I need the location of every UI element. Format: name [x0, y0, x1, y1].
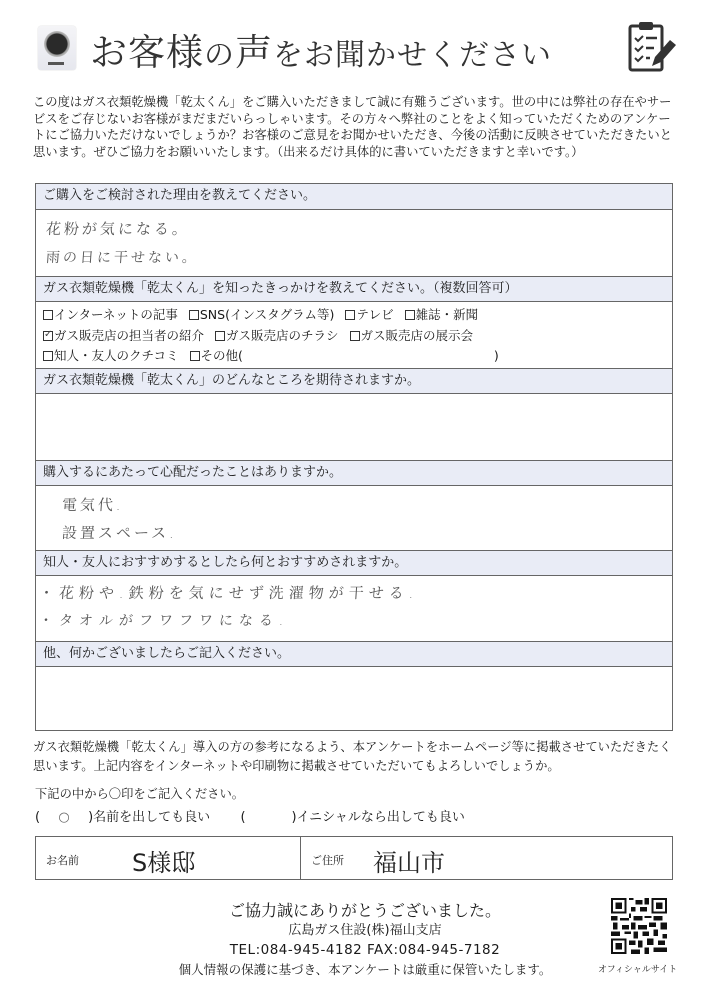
option-dealer-flyer[interactable]: ガス販売店のチラシ: [215, 326, 339, 347]
publication-permission-text: ガス衣類乾燥機「乾太くん」導入の方の参考になるよう、本アンケートをホームページ等に掲載させていただきたく思います。上記内容をインターネットや印刷物に掲載させていただいてもよろしいでしょうか。: [33, 740, 672, 773]
footer: [170, 900, 560, 980]
answer-line: 花粉が気になる。: [45, 220, 191, 238]
option-internet-article[interactable]: インターネットの記事: [43, 305, 178, 326]
page-title: [90, 22, 552, 76]
question-4-label: 購入するにあたって心配だったことはありますか。: [36, 460, 672, 485]
question-1-answer[interactable]: [36, 209, 672, 276]
dryer-drum-icon: [44, 31, 70, 57]
customer-info-table: [35, 836, 673, 880]
question-5-answer[interactable]: [36, 575, 672, 641]
name-label: お名前: [46, 854, 79, 867]
question-2-options: [36, 301, 672, 368]
dryer-badge-icon: [48, 62, 64, 65]
choice-1-label: 名前を出しても良い: [93, 810, 211, 825]
question-3-label: ガス衣類乾燥機「乾太くん」のどんなところを期待されますか。: [36, 368, 672, 393]
answer-line: 設置スペース.: [61, 524, 178, 542]
title-part-2: の: [204, 38, 235, 73]
checkbox[interactable]: [405, 310, 415, 320]
checkbox[interactable]: [345, 310, 355, 320]
answer-line: 電気代.: [61, 496, 125, 514]
address-value: 福山市: [373, 849, 445, 877]
question-2-label: ガス衣類乾燥機「乾太くん」を知ったきっかけを教えてください。（複数回答可）: [36, 276, 672, 301]
question-1-label: ご購入をご検討された理由を教えてください。: [36, 184, 672, 209]
answer-line: 雨の日に干せない。: [45, 250, 200, 266]
question-4-answer[interactable]: [36, 485, 672, 550]
option-dealer-referral[interactable]: ✓ガス販売店の担当者の紹介: [43, 326, 204, 347]
option-word-of-mouth[interactable]: 知人・友人のクチコミ: [43, 346, 179, 367]
publication-choices: [35, 806, 465, 825]
question-6-label: 他、何かございましたらご記入ください。: [36, 641, 672, 666]
contact-numbers: TEL:084-945-4182 FAX:084-945-7182: [229, 942, 501, 958]
survey-form: [35, 183, 673, 731]
address-cell[interactable]: [301, 837, 672, 879]
option-other[interactable]: その他(: [190, 346, 243, 367]
choice-2-close-paren: ): [291, 810, 297, 825]
title-part-4: をお聞かせください: [273, 38, 552, 73]
choice-2-label: イニシャルなら出しても良い: [296, 810, 465, 825]
checkbox[interactable]: [43, 310, 53, 320]
option-magazine-newspaper[interactable]: 雑誌・新聞: [405, 305, 479, 326]
choice-1-close-paren: ): [88, 810, 94, 825]
answer-line: ・タオルがフワフワになる.: [38, 613, 290, 629]
choice-1-mark[interactable]: ○: [58, 810, 70, 825]
title-part-3: 声: [235, 31, 273, 74]
question-6-answer[interactable]: [36, 666, 672, 730]
qr-code-icon[interactable]: [611, 898, 667, 954]
title-row: [30, 18, 690, 78]
checkbox[interactable]: [215, 331, 225, 341]
answer-line: ・花粉や.鉄粉を気にせず洗濯物が干せる.: [38, 584, 420, 602]
company-name: 広島ガス住設(株)福山支店: [288, 923, 442, 938]
clipboard-checklist-icon: [626, 20, 676, 74]
question-5-label: 知人・友人におすすめするとしたら何とおすすめされますか。: [36, 550, 672, 575]
option-tv[interactable]: テレビ: [345, 305, 393, 326]
choice-2-open-paren: (: [240, 810, 246, 825]
option-other-close: ): [493, 348, 499, 363]
dryer-logo-icon: [38, 26, 76, 70]
question-3-answer[interactable]: [36, 393, 672, 460]
name-cell[interactable]: [36, 837, 301, 879]
address-label: ご住所: [311, 854, 344, 867]
option-sns[interactable]: SNS(インスタグラム等): [189, 305, 334, 326]
title-part-1: お客様: [90, 31, 204, 74]
choice-1-open-paren: (: [35, 810, 41, 825]
choose-instruction: 下記の中から〇印をご記入ください。: [35, 787, 245, 801]
privacy-notice: 個人情報の保護に基づき、本アンケートは厳重に保管いたします。: [178, 962, 552, 977]
checkbox[interactable]: [350, 331, 360, 341]
checkbox-checked[interactable]: [43, 331, 53, 341]
qr-caption: オフィシャルサイト: [598, 965, 678, 975]
thanks-message: ご協力誠にありがとうございました。: [228, 901, 501, 920]
name-value: S様邸: [132, 849, 196, 877]
checkbox[interactable]: [189, 310, 199, 320]
checkbox[interactable]: [190, 351, 200, 361]
checkbox[interactable]: [43, 351, 53, 361]
intro-paragraph: この度はガス衣類乾燥機「乾太くん」をご購入いただきまして誠に有難うございます。世の中には弊社の存在やサービスをご存じないお客様がまだまだいらっしゃいます。その方々へ弊社のことをよく知っていただくためのアンケートにご協力いただけないでしょうか？お客様のご意見をお聞かせいただき、今後の活動に反映させていただきたいと思います。ぜひご協力をお願いいたします。（出来るだけ具体的に書いていただきますと幸いです。）: [33, 95, 672, 160]
option-dealer-exhibition[interactable]: ガス販売店の展示会: [350, 326, 474, 347]
